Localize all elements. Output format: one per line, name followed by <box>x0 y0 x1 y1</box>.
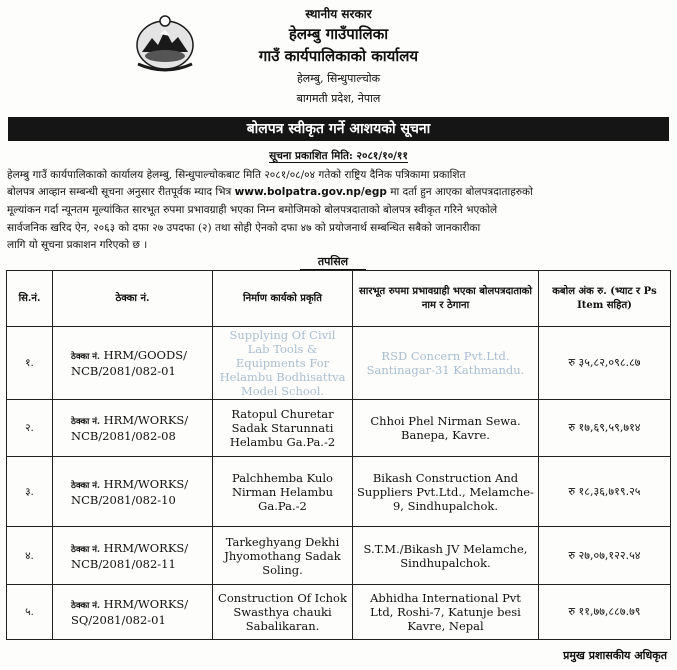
publication-date-text: सूचना प्रकाशित मिति: २०८१/१०/११ <box>269 150 408 162</box>
row-work: Construction Of Ichok Swasthya chauki Sabalikaran. <box>213 585 353 640</box>
contract-no-part2: NCB/2081/082-10 <box>71 492 176 507</box>
contract-no-part1: HRM/GOODS/ <box>103 348 187 362</box>
contract-prefix: ठेक्का नं. <box>71 601 100 611</box>
header-sn: सि.नं. <box>7 271 53 327</box>
office-address: हेलम्बु, सिन्धुपाल्चोक <box>296 72 381 85</box>
header-bidder: सारभूत रुपमा प्रभावग्राही भएका बोलपत्रदाताको नाम र ठेगाना <box>353 271 539 327</box>
body-line-2-b: मा दर्ता हुन आएका बोलपत्रदाताहरुको <box>386 186 533 198</box>
row-sn: ३. <box>7 457 53 527</box>
contract-prefix: ठेक्का नं. <box>71 544 100 555</box>
table-row <box>7 585 671 640</box>
header-amount: कबोल अंक रु. (भ्याट र Ps Item सहित) <box>539 271 671 327</box>
row-amount: रु ११,७७,८८७.७९ <box>539 585 671 640</box>
row-contract <box>53 585 213 640</box>
row-contract <box>53 400 213 457</box>
contract-no-part1: HRM/WORKS/ <box>103 540 189 555</box>
table-row <box>7 527 671 585</box>
body-line-1: हेलम्बु गाउँ कार्यपालिकाको कार्यालय हेलम्बु, सिन्धुपाल्चोकबाट मिति २०८१/०८/०४ गतेको राष्ट्रिय दैनिक पत्रिकामा प्रकाशित <box>7 169 466 181</box>
table-row <box>7 457 671 527</box>
schedule-title: तपसिल <box>300 254 366 270</box>
publication-date <box>0 149 677 163</box>
body-line-4: सार्वजनिक खरिद ऐन, २०६३ को दफा २७ उपदफा (२) तथा सोही ऐनको दफा ४७ को प्रयोजनार्थ सम्बन्धित सबैको जानकारीका <box>7 222 481 234</box>
row-contract <box>53 327 213 400</box>
province-label: बागमती प्रदेश, नेपाल <box>296 92 381 105</box>
notice-title: बोलपत्र स्वीकृत गर्ने आशयको सूचना <box>8 117 669 141</box>
contract-prefix: ठेक्का नं. <box>71 417 100 427</box>
contract-no-part2: NCB/2081/082-01 <box>71 364 176 378</box>
table-row <box>7 400 671 457</box>
row-amount: रु १७,६९,५९,७१४ <box>539 400 671 457</box>
table-row <box>7 327 671 400</box>
row-bidder: RSD Concern Pvt.Ltd. Santinagar-31 Kathmandu. <box>353 327 539 400</box>
row-bidder: Chhoi Phel Nirman Sewa. Banepa, Kavre. <box>353 400 539 457</box>
row-work: Ratopul Churetar Sadak Starunnati Helambu Ga.Pa.-2 <box>213 400 353 457</box>
body-line-5: लागि यो सूचना प्रकाशन गरिएको छ । <box>7 239 148 251</box>
contract-no-part2: NCB/2081/082-08 <box>71 429 176 443</box>
row-contract <box>53 457 213 527</box>
contract-no-part1: HRM/WORKS/ <box>103 476 189 491</box>
row-sn: ५. <box>7 585 53 640</box>
government-label: स्थानीय सरकार <box>305 7 372 21</box>
row-sn: १. <box>7 327 53 400</box>
signatory-title: प्रमुख प्रशासकीय अधिकृत <box>563 649 667 662</box>
row-work: Supplying Of Civil Lab Tools & Equipments For Helambu Bodhisattva Model School. <box>213 327 353 400</box>
contract-no-part2: NCB/2081/082-11 <box>71 556 176 571</box>
body-line-2-a: बोलपत्र आव्हान सम्बन्धी सूचना अनुसार रीतपूर्वक म्याद भित्र <box>7 186 235 198</box>
row-bidder: S.T.M./Bikash JV Melamche, Sindhupalchok. <box>353 527 539 585</box>
header-contract: ठेक्का नं. <box>53 271 213 327</box>
contract-no-part1: HRM/WORKS/ <box>103 597 189 611</box>
row-amount: रु २७,०७,१२२.५४ <box>539 527 671 585</box>
row-contract <box>53 527 213 585</box>
contract-no-part2: SQ/2081/082-01 <box>71 613 166 627</box>
row-amount: रु १८,३६,७१९.२५ <box>539 457 671 527</box>
row-amount: रु ३५,८२,०९८.८७ <box>539 327 671 400</box>
row-sn: २. <box>7 400 53 457</box>
egp-portal-link[interactable]: www.bolpatra.gov.np/egp <box>234 186 387 198</box>
row-work: Palchhemba Kulo Nirman Helambu Ga.Pa.-2 <box>213 457 353 527</box>
contract-prefix: ठेक्का नं. <box>71 480 100 491</box>
body-line-3: मूल्यांकन गर्दा न्यूनतम मूल्यांकित सारभूत रुपमा प्रभावग्राही भएका निम्न बमोजिमको बोलपत्रदाताको बोलपत्र स्वीकृत गरिने भएकोले <box>7 204 498 216</box>
table-header-row <box>7 271 671 327</box>
body-line-2 <box>7 185 671 200</box>
header-work: निर्माण कार्यको प्रकृति <box>213 271 353 327</box>
office-name: गाउँ कार्यपालिकाको कार्यालय <box>258 47 419 65</box>
contract-prefix: ठेक्का नं. <box>71 352 100 362</box>
row-bidder: Bikash Construction And Suppliers Pvt.Ltd., Melamche-9, Sindhupalchok. <box>353 457 539 527</box>
municipality-name: हेलम्बु गाउँपालिका <box>288 25 389 43</box>
contract-no-part1: HRM/WORKS/ <box>103 413 189 427</box>
row-sn: ४. <box>7 527 53 585</box>
row-bidder: Abhidha International Pvt Ltd, Roshi-7, Katunje besi Kavre, Nepal <box>353 585 539 640</box>
bid-schedule-table <box>6 270 671 640</box>
row-work: Tarkeghyang Dekhi Jhyomothang Sadak Soling. <box>213 527 353 585</box>
